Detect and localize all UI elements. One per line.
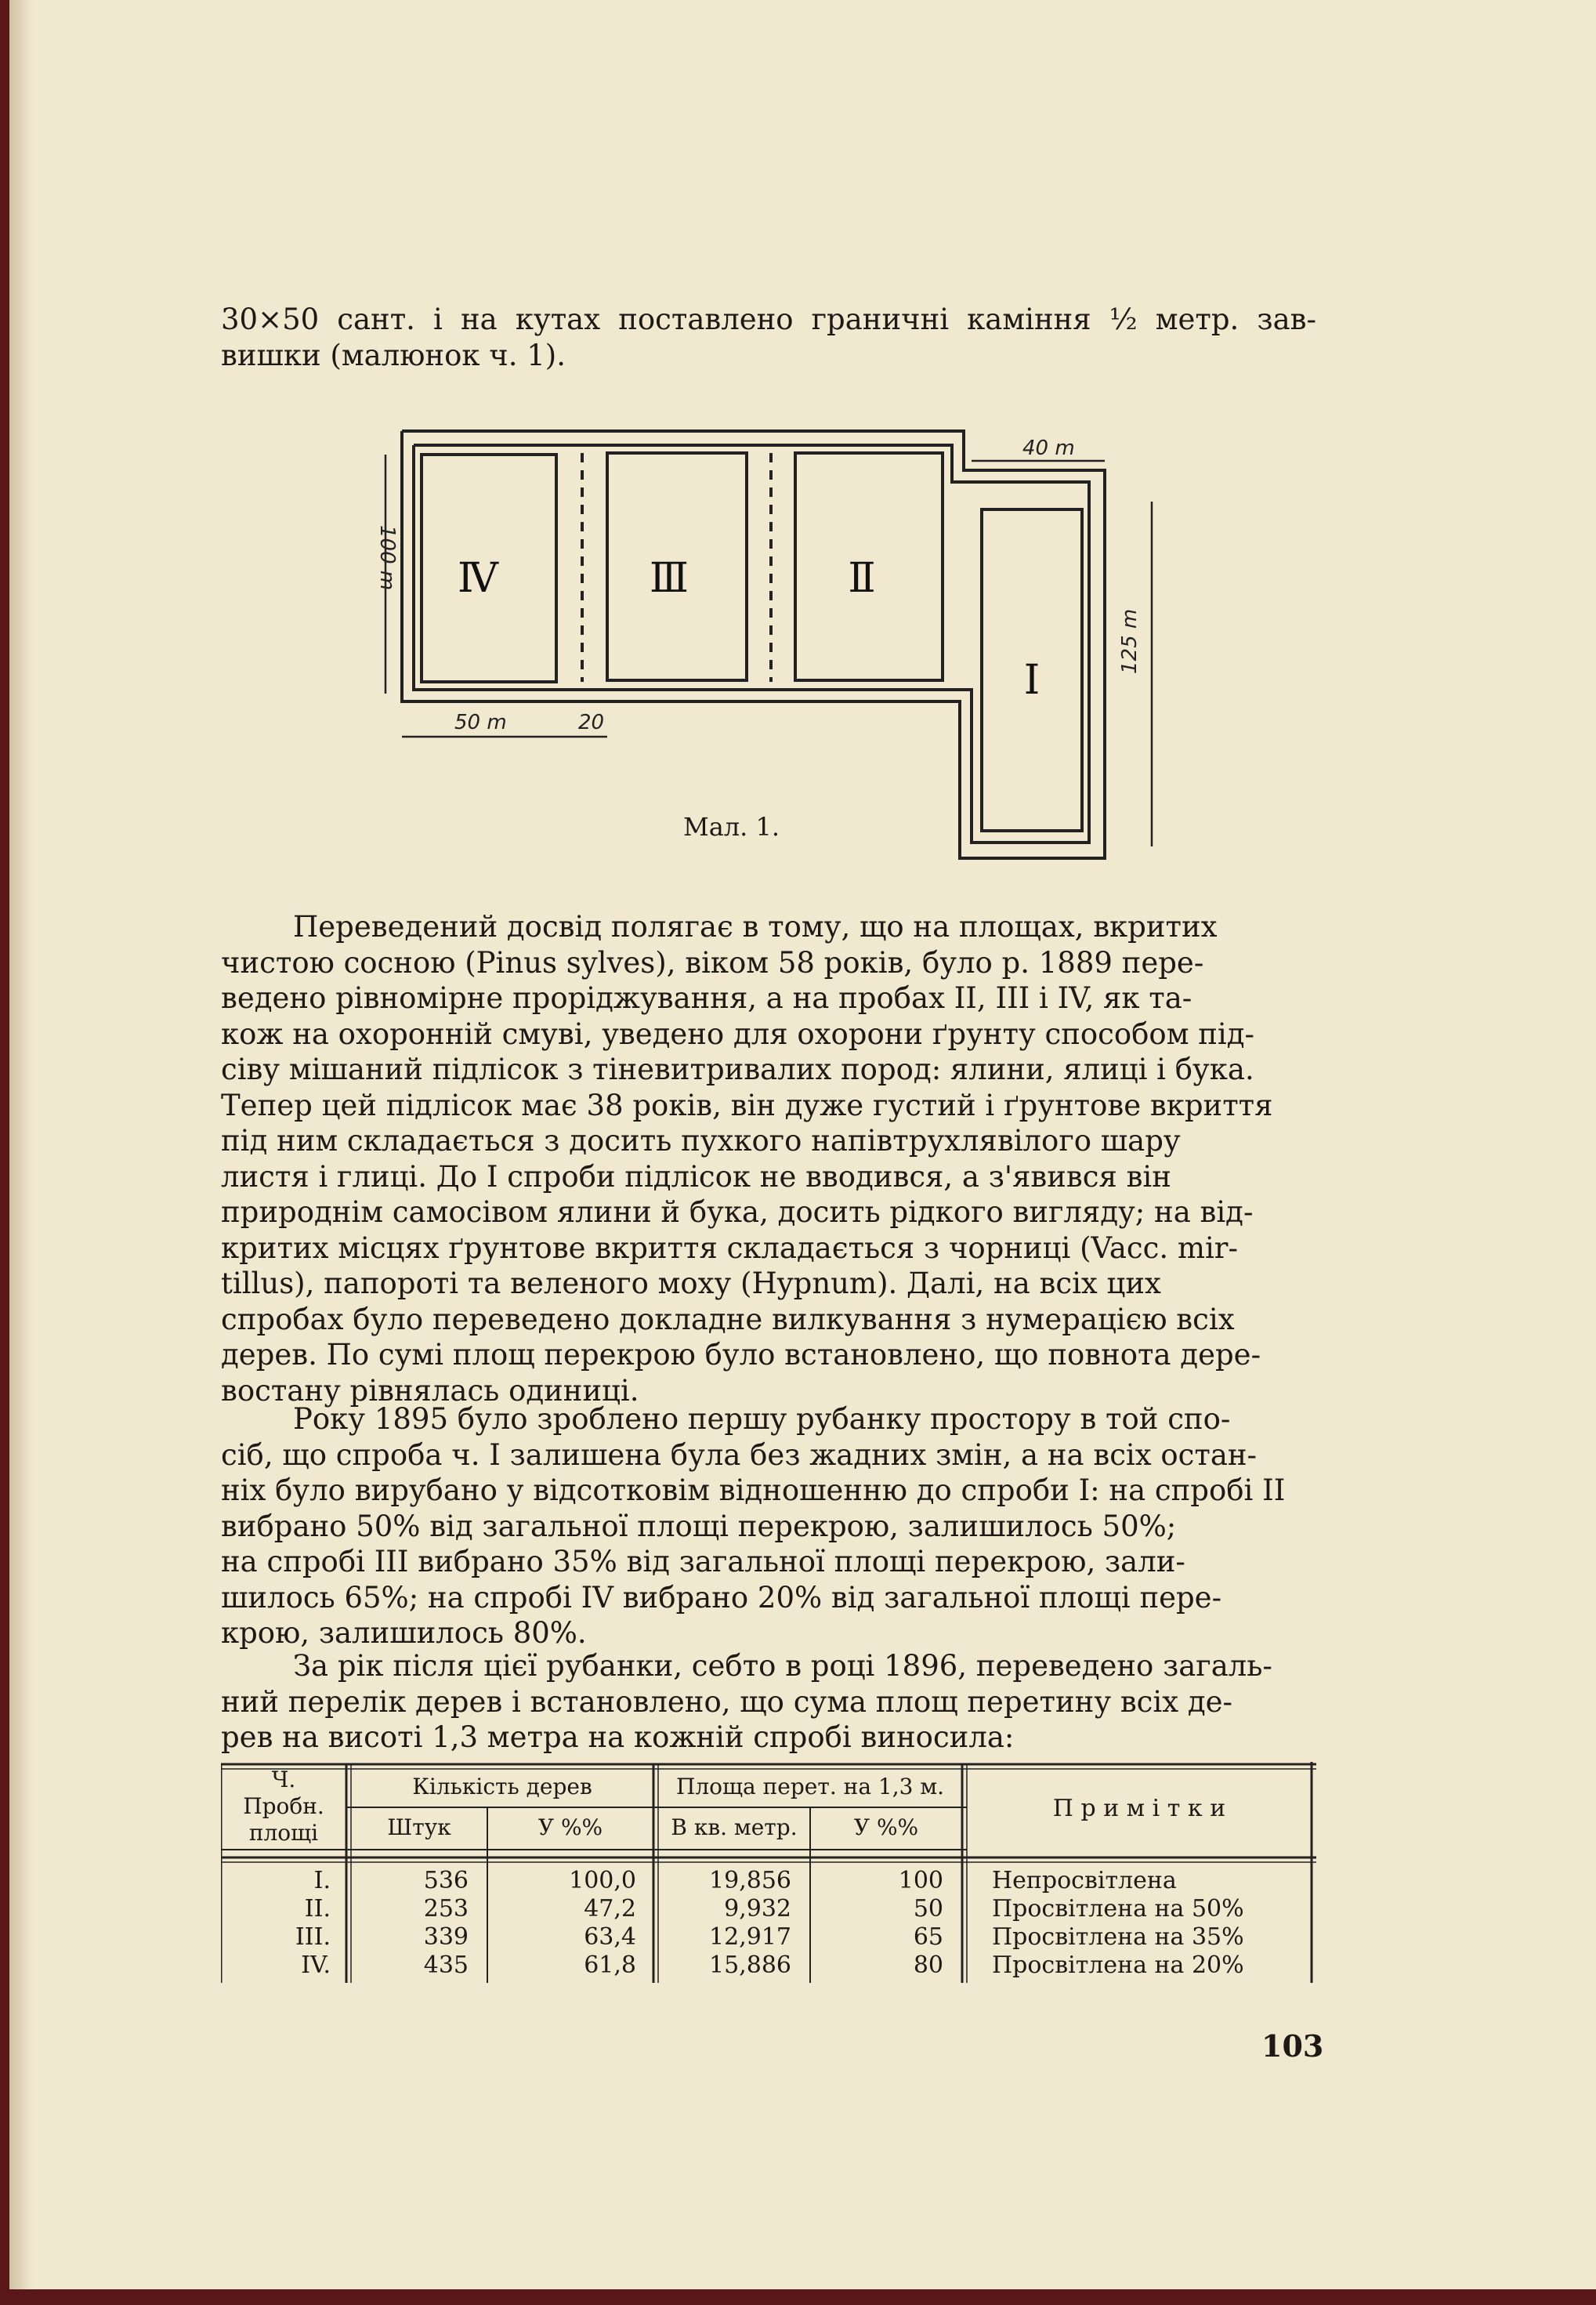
header-plot-label-2: площі (248, 1820, 319, 1846)
row-count-pct: 47,2 (584, 1895, 636, 1923)
text-line: сіву мішаний підлісок з тіневитривалих пород: ялини, ялиці і бука. (221, 1053, 1254, 1086)
row-area: 9,932 (724, 1895, 791, 1923)
plot-data-table (221, 1762, 1316, 1983)
text-line: під ним складається з досить пухкого напівтрухлявілого шару (221, 1124, 1181, 1158)
text-line: востану рівнялась одиниці. (221, 1373, 639, 1408)
plot-iv-label: Ⅳ (458, 555, 498, 602)
row-plot: IV. (301, 1952, 331, 1979)
text-line: дерев. По сумі площ перекрою було встановлено, що повнота дере- (221, 1338, 1261, 1372)
row-count: 435 (423, 1952, 469, 1979)
text-line: шилось 65%; на спробі IV вибрано 20% від загальної площі пере- (221, 1580, 1222, 1615)
text-line: на спробі III вибрано 35% від загальної площі перекрою, зали- (221, 1545, 1185, 1578)
row-count: 536 (423, 1867, 469, 1894)
row-count: 253 (423, 1895, 469, 1923)
dim-top-label: 40 m (1022, 437, 1075, 460)
header-notes: П р и м і т к и (1052, 1795, 1226, 1822)
row-area-pct: 100 (898, 1867, 943, 1894)
inner-boundary (414, 445, 1089, 843)
plot-i-label: I (1023, 657, 1040, 704)
row-count-pct: 100,0 (569, 1867, 636, 1894)
dim-bottom-gap-label: 20 (578, 711, 605, 734)
row-area-pct: 50 (913, 1895, 943, 1923)
header-tree-count: Кількість дерев (412, 1774, 592, 1799)
text-line: Року 1895 було зроблено першу рубанку простору в той спо- (293, 1402, 1231, 1436)
plot-layout-diagram (368, 423, 1175, 862)
text-line: чистою сосною (Pinus sylves), віком 58 років, було р. 1889 пере- (221, 945, 1204, 980)
row-note: Просвітлена на 50% (992, 1895, 1244, 1923)
text-line: природнім самосівом ялини й бука, досить рідкого вигляду; на від- (221, 1195, 1254, 1229)
plot-layout-svg (368, 423, 1175, 862)
plot-iii-label: Ⅲ (649, 555, 689, 602)
text-line: За рік після цієї рубанки, себто в році 1896, переведено загаль- (293, 1649, 1272, 1683)
text-line: Переведений досвід полягає в тому, що на площах, вкритих (293, 910, 1218, 944)
intro-line: вишки (малюнок ч. 1). (221, 338, 566, 372)
page-gutter-shadow (9, 0, 33, 2289)
paragraph-3 (221, 1648, 1316, 1756)
intro-line: 30×50 сант. і на кутах поставлено граничні каміння ½ метр. зав- (221, 303, 1316, 336)
row-area: 19,856 (709, 1867, 791, 1894)
row-note: Просвітлена на 35% (992, 1923, 1244, 1951)
header-tree-pieces: Штук (387, 1814, 451, 1840)
row-area-pct: 80 (913, 1952, 943, 1979)
row-area-pct: 65 (913, 1923, 943, 1951)
row-count-pct: 63,4 (584, 1923, 636, 1951)
text-line: вибрано 50% від загальної площі перекрою, залишилось 50%; (221, 1509, 1177, 1543)
text-line: tillus), папороті та веленого моху (Hypnum). Далі, на всіх цих (221, 1267, 1161, 1300)
header-area-sqm: В кв. метр. (671, 1814, 798, 1840)
text-line: ніх було вирубано у відсотковім відношенню до спроби I: на спробі II (221, 1473, 1286, 1507)
header-basal-area: Площа перет. на 1,3 м. (675, 1774, 945, 1799)
book-bottom-edge (0, 2289, 1596, 2305)
text-line: Тепер цей підлісок має 38 років, він дуже густий і ґрунтове вкриття (221, 1088, 1273, 1122)
dim-left-label: 100 m (375, 525, 399, 591)
text-line: рев на висоті 1,3 метра на кожній спробі виносила: (221, 1720, 1015, 1754)
row-plot: I. (313, 1867, 331, 1894)
row-area: 15,886 (709, 1952, 791, 1979)
book-spine-edge (0, 0, 9, 2305)
row-note: Просвітлена на 20% (992, 1952, 1244, 1979)
text-line: спробах було переведено докладне вилкування з нумерацією всіх (221, 1302, 1235, 1336)
text-line: ведено рівномірне проріджування, а на пробах II, III і IV, як та- (221, 981, 1192, 1015)
plot-ii-label: Ⅱ (848, 555, 876, 602)
dim-bottom-plot-label: 50 m (454, 711, 507, 734)
outer-boundary (402, 431, 1105, 858)
header-plot-label: Пробн. (243, 1793, 324, 1819)
text-line: крою, залишилось 80%. (221, 1616, 587, 1650)
paragraph-2 (221, 1401, 1316, 1651)
intro-paragraph (221, 302, 1316, 373)
paragraph-1 (221, 909, 1316, 1408)
text-line: критих місцях ґрунтове вкриття складається з чорниці (Vacc. mir- (221, 1230, 1238, 1265)
row-area: 12,917 (709, 1923, 791, 1951)
row-plot: II. (304, 1895, 331, 1923)
text-line: листя і глиці. До I спроби підлісок не вводився, а з'явився він (221, 1159, 1171, 1194)
text-line: ний перелік дерев і встановлено, що сума площ перетину всіх де- (221, 1684, 1233, 1719)
header-tree-percent: У %% (537, 1814, 603, 1840)
dim-right-label: 125 m (1118, 608, 1142, 674)
text-line: кож на охоронній смуві, уведено для охорони ґрунту способом під- (221, 1017, 1255, 1051)
header-plot-no: Ч. (271, 1767, 296, 1792)
row-note: Непросвітлена (992, 1867, 1177, 1894)
text-line: сіб, що спроба ч. I залишена була без жадних змін, а на всіх остан- (221, 1437, 1258, 1472)
header-area-percent: У %% (853, 1814, 919, 1840)
page-number: 103 (1261, 2028, 1324, 2064)
row-count-pct: 61,8 (584, 1952, 636, 1979)
row-count: 339 (423, 1923, 469, 1951)
row-plot: III. (295, 1923, 331, 1951)
figure-caption: Мал. 1. (683, 812, 780, 842)
